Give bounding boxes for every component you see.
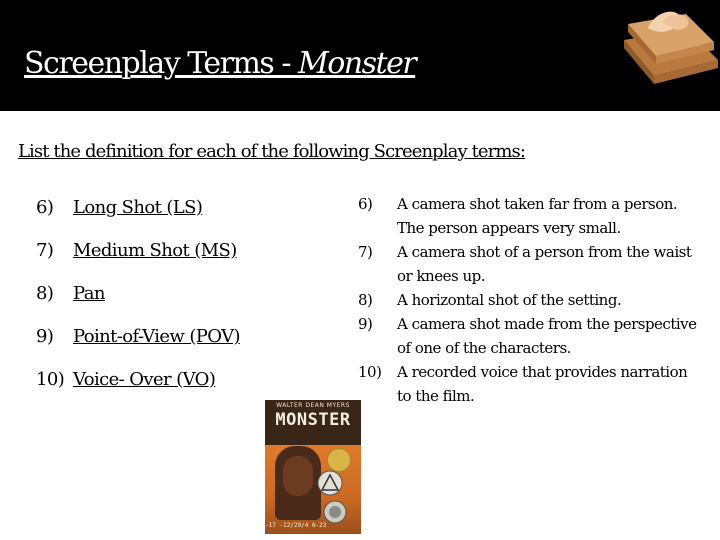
term-number: 10) — [36, 369, 65, 390]
cover-title: MONSTER — [275, 410, 351, 430]
definition-item — [358, 288, 698, 312]
definition-text: A camera shot taken far from a person. The person appears very small. — [397, 195, 678, 237]
definition-item — [358, 240, 698, 288]
title-prefix: Screenplay Terms - — [24, 46, 299, 81]
definition-item — [358, 312, 698, 360]
award-seal-icon — [323, 500, 347, 524]
definition-number: 10) — [358, 363, 382, 381]
definition-number: 9) — [358, 315, 373, 333]
books-icon — [618, 0, 720, 84]
instructions: List the definition for each of the following Screenplay terms: — [18, 141, 526, 162]
definition-number: 7) — [358, 243, 373, 261]
definition-text: A camera shot of a person from the waist or knees up. — [397, 243, 692, 285]
term-number: 9) — [36, 326, 54, 347]
term-label: Medium Shot (MS) — [73, 240, 237, 261]
term-item — [36, 326, 240, 347]
definition-text: A recorded voice that provides narration to the film. — [397, 363, 688, 405]
cover-footer: -17 -12/29/4 6-23 — [265, 522, 327, 529]
definitions-list — [358, 192, 698, 408]
definition-text: A camera shot made from the perspective of one of the characters. — [397, 315, 697, 357]
cover-portrait-face — [283, 456, 313, 496]
definition-number: 8) — [358, 291, 373, 309]
title-banner — [0, 0, 720, 111]
term-label: Pan — [73, 283, 105, 304]
definition-item — [358, 360, 698, 408]
term-label: Point-of-View (POV) — [73, 326, 240, 347]
definition-item — [358, 192, 698, 240]
term-number: 7) — [36, 240, 54, 261]
term-item — [36, 283, 105, 304]
award-seal-icon — [317, 470, 343, 496]
term-item — [36, 369, 215, 390]
definition-number: 6) — [358, 195, 373, 213]
term-item — [36, 197, 202, 218]
book-cover-image — [265, 400, 361, 534]
page-title — [24, 46, 415, 81]
cover-author: WALTER DEAN MYERS — [276, 402, 350, 409]
term-label: Voice- Over (VO) — [73, 369, 216, 390]
title-emphasis: Monster — [298, 46, 416, 81]
cover-medal — [327, 448, 351, 472]
term-number: 8) — [36, 283, 54, 304]
term-item — [36, 240, 237, 261]
term-number: 6) — [36, 197, 54, 218]
term-label: Long Shot (LS) — [73, 197, 203, 218]
definition-text: A horizontal shot of the setting. — [397, 291, 622, 309]
